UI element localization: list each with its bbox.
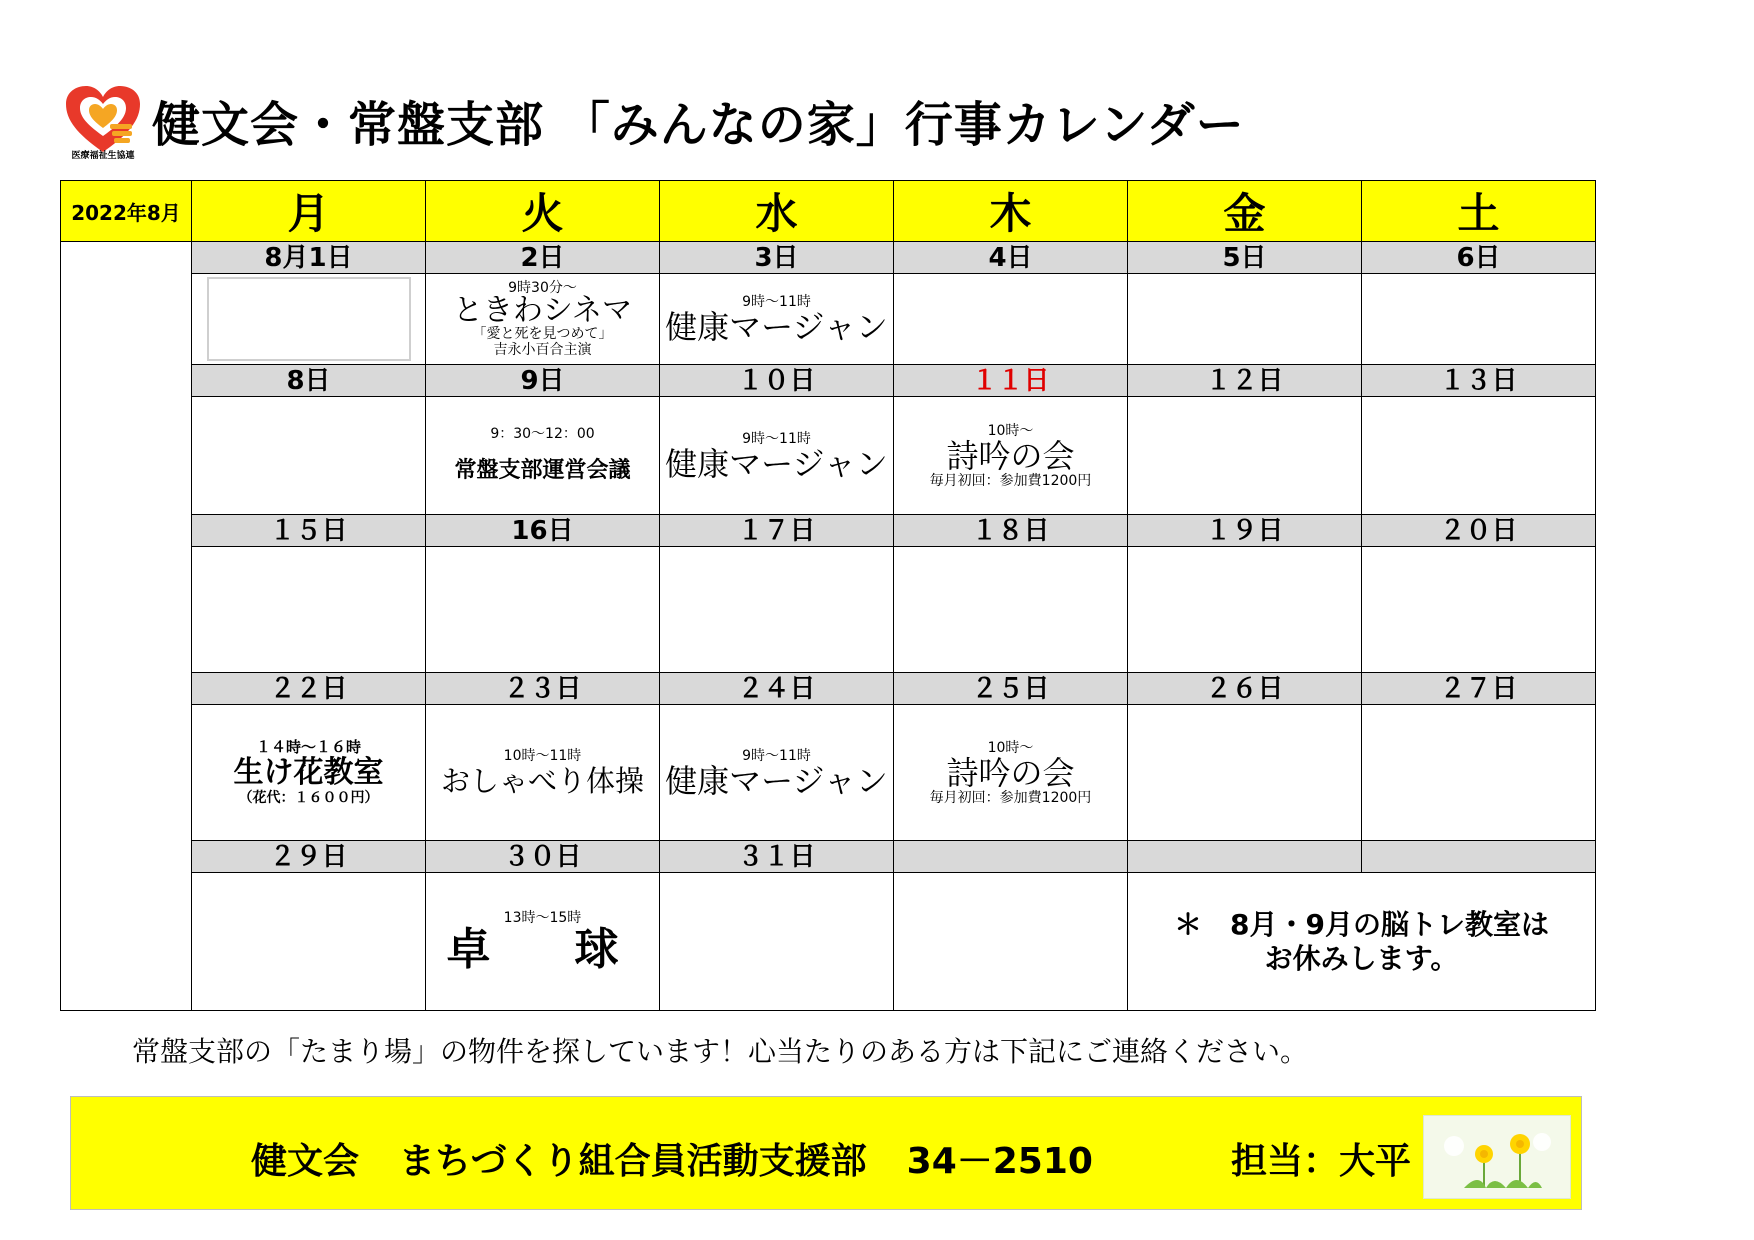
weekday-wed: 水	[660, 181, 894, 242]
event-name: おしゃべり体操	[440, 763, 644, 798]
footer-dept: まちづくり組合員活動支援部	[399, 1141, 867, 1182]
date-cell: ２９日	[192, 841, 426, 873]
date-cell: １３日	[1362, 365, 1596, 397]
event-time: 10時～	[987, 739, 1034, 756]
date-cell: 9日	[426, 365, 660, 397]
date-cell: ２７日	[1362, 673, 1596, 705]
date-cell: １８日	[894, 515, 1128, 547]
weekday-sat: 土	[1362, 181, 1596, 242]
left-blank-column	[61, 242, 192, 1011]
date-cell: 8日	[192, 365, 426, 397]
event-calendar	[60, 180, 1596, 1011]
event-time: 9：30～12：00	[490, 425, 595, 442]
date-cell: ２５日	[894, 673, 1128, 705]
date-cell: ２６日	[1128, 673, 1362, 705]
event-note: 毎月初回：参加費1200円	[929, 789, 1092, 806]
date-cell: 16日	[426, 515, 660, 547]
event-time: １４時～１６時	[255, 738, 361, 756]
weekday-mon: 月	[192, 181, 426, 242]
event-name: 卓 球	[446, 923, 639, 975]
event-time: 13時～15時	[503, 909, 582, 926]
remark-text: 常盤支部の「たまり場」の物件を探しています！心当たりのある方は下記にご連絡ください。	[132, 1035, 1309, 1068]
date-cell	[1362, 841, 1596, 873]
date-cell: 4日	[894, 242, 1128, 274]
event-name: 常盤支部運営会議	[454, 457, 631, 483]
week-1-event-row	[61, 274, 1596, 365]
event-name: 生け花教室	[233, 755, 384, 790]
event-cell	[1128, 397, 1362, 515]
footer-contact: 担当：大平	[1231, 1141, 1412, 1182]
event-name: ときわシネマ	[452, 293, 633, 328]
event-cell	[192, 397, 426, 515]
event-cell	[426, 873, 660, 1011]
event-cell	[1128, 547, 1362, 673]
event-cell	[894, 397, 1128, 515]
event-cell	[894, 547, 1128, 673]
event-note: （花代：１６００円）	[238, 790, 379, 806]
event-cell	[660, 547, 894, 673]
week-5-date-row	[61, 841, 1596, 873]
event-cell	[660, 274, 894, 365]
dandelion-illustration-icon	[1423, 1115, 1571, 1199]
event-time: 9時～11時	[742, 430, 811, 447]
weekday-tue: 火	[426, 181, 660, 242]
date-cell	[1128, 841, 1362, 873]
week-4-event-row	[61, 705, 1596, 841]
contact-footer	[70, 1096, 1582, 1210]
event-cell	[426, 397, 660, 515]
footer-line	[251, 1133, 1093, 1184]
date-cell-highlight: １１日	[894, 365, 1128, 397]
event-cell	[192, 274, 426, 365]
weekday-fri: 金	[1128, 181, 1362, 242]
event-cell	[894, 274, 1128, 365]
event-cell	[894, 705, 1128, 841]
date-cell: １９日	[1128, 515, 1362, 547]
notice-line: ＊ 8月・9月の脳トレ教室は	[1174, 907, 1549, 941]
event-name: 健康マージャン	[665, 761, 888, 800]
event-cell	[192, 547, 426, 673]
event-cell	[1362, 274, 1596, 365]
event-note: 吉永小百合主演	[493, 342, 592, 358]
event-cell	[660, 397, 894, 515]
date-cell: 2日	[426, 242, 660, 274]
event-note: 毎月初回：参加費1200円	[929, 472, 1092, 489]
date-cell: １７日	[660, 515, 894, 547]
weekday-thu: 木	[894, 181, 1128, 242]
event-cell	[1128, 705, 1362, 841]
event-name: 詩吟の会	[946, 753, 1075, 792]
notice-line: お休みします。	[1264, 941, 1459, 975]
date-cell: 8月1日	[192, 242, 426, 274]
date-cell: １０日	[660, 365, 894, 397]
event-name: 詩吟の会	[946, 436, 1075, 475]
logo-caption: 医療福祉生協連	[71, 151, 135, 161]
event-cell	[1362, 397, 1596, 515]
event-cell	[192, 705, 426, 841]
event-time: 9時～11時	[742, 747, 811, 764]
date-cell: ２４日	[660, 673, 894, 705]
event-time: 9時～11時	[742, 294, 811, 310]
date-cell: 3日	[660, 242, 894, 274]
event-name: 健康マージャン	[665, 444, 888, 483]
event-cell	[192, 873, 426, 1011]
date-cell: 5日	[1128, 242, 1362, 274]
event-cell	[1362, 705, 1596, 841]
date-cell: ２０日	[1362, 515, 1596, 547]
week-1-date-row	[61, 242, 1596, 274]
week-2-date-row	[61, 365, 1596, 397]
footer-org: 健文会	[251, 1141, 360, 1182]
event-time: 9時30分～	[508, 280, 577, 296]
date-cell: 6日	[1362, 242, 1596, 274]
notice-cell	[1128, 873, 1596, 1011]
date-cell: ３０日	[426, 841, 660, 873]
event-cell	[426, 705, 660, 841]
event-time: 10時～	[987, 422, 1034, 439]
week-3-event-row	[61, 547, 1596, 673]
event-cell	[894, 873, 1128, 1011]
heart-hands-logo-icon	[64, 84, 142, 156]
date-cell: １２日	[1128, 365, 1362, 397]
empty-box	[207, 277, 411, 361]
date-cell: ３１日	[660, 841, 894, 873]
date-cell: １５日	[192, 515, 426, 547]
page-title: 健文会・常盤支部 「みんなの家」行事カレンダー	[152, 97, 1245, 153]
week-5-event-row	[61, 873, 1596, 1011]
event-cell	[1362, 547, 1596, 673]
event-name: 健康マージャン	[665, 308, 888, 346]
date-cell	[894, 841, 1128, 873]
date-cell: ２２日	[192, 673, 426, 705]
event-time: 10時～11時	[503, 747, 582, 764]
event-note: 「愛と死を見つめて」	[472, 326, 613, 342]
event-cell	[1128, 274, 1362, 365]
month-label: 2022年8月	[61, 181, 192, 242]
week-3-date-row	[61, 515, 1596, 547]
event-cell	[660, 873, 894, 1011]
event-cell	[426, 547, 660, 673]
date-cell: ２３日	[426, 673, 660, 705]
week-4-date-row	[61, 673, 1596, 705]
week-2-event-row	[61, 397, 1596, 515]
weekday-header-row	[61, 181, 1596, 242]
footer-phone: 34－2510	[906, 1141, 1093, 1182]
event-cell	[660, 705, 894, 841]
event-cell	[426, 274, 660, 365]
